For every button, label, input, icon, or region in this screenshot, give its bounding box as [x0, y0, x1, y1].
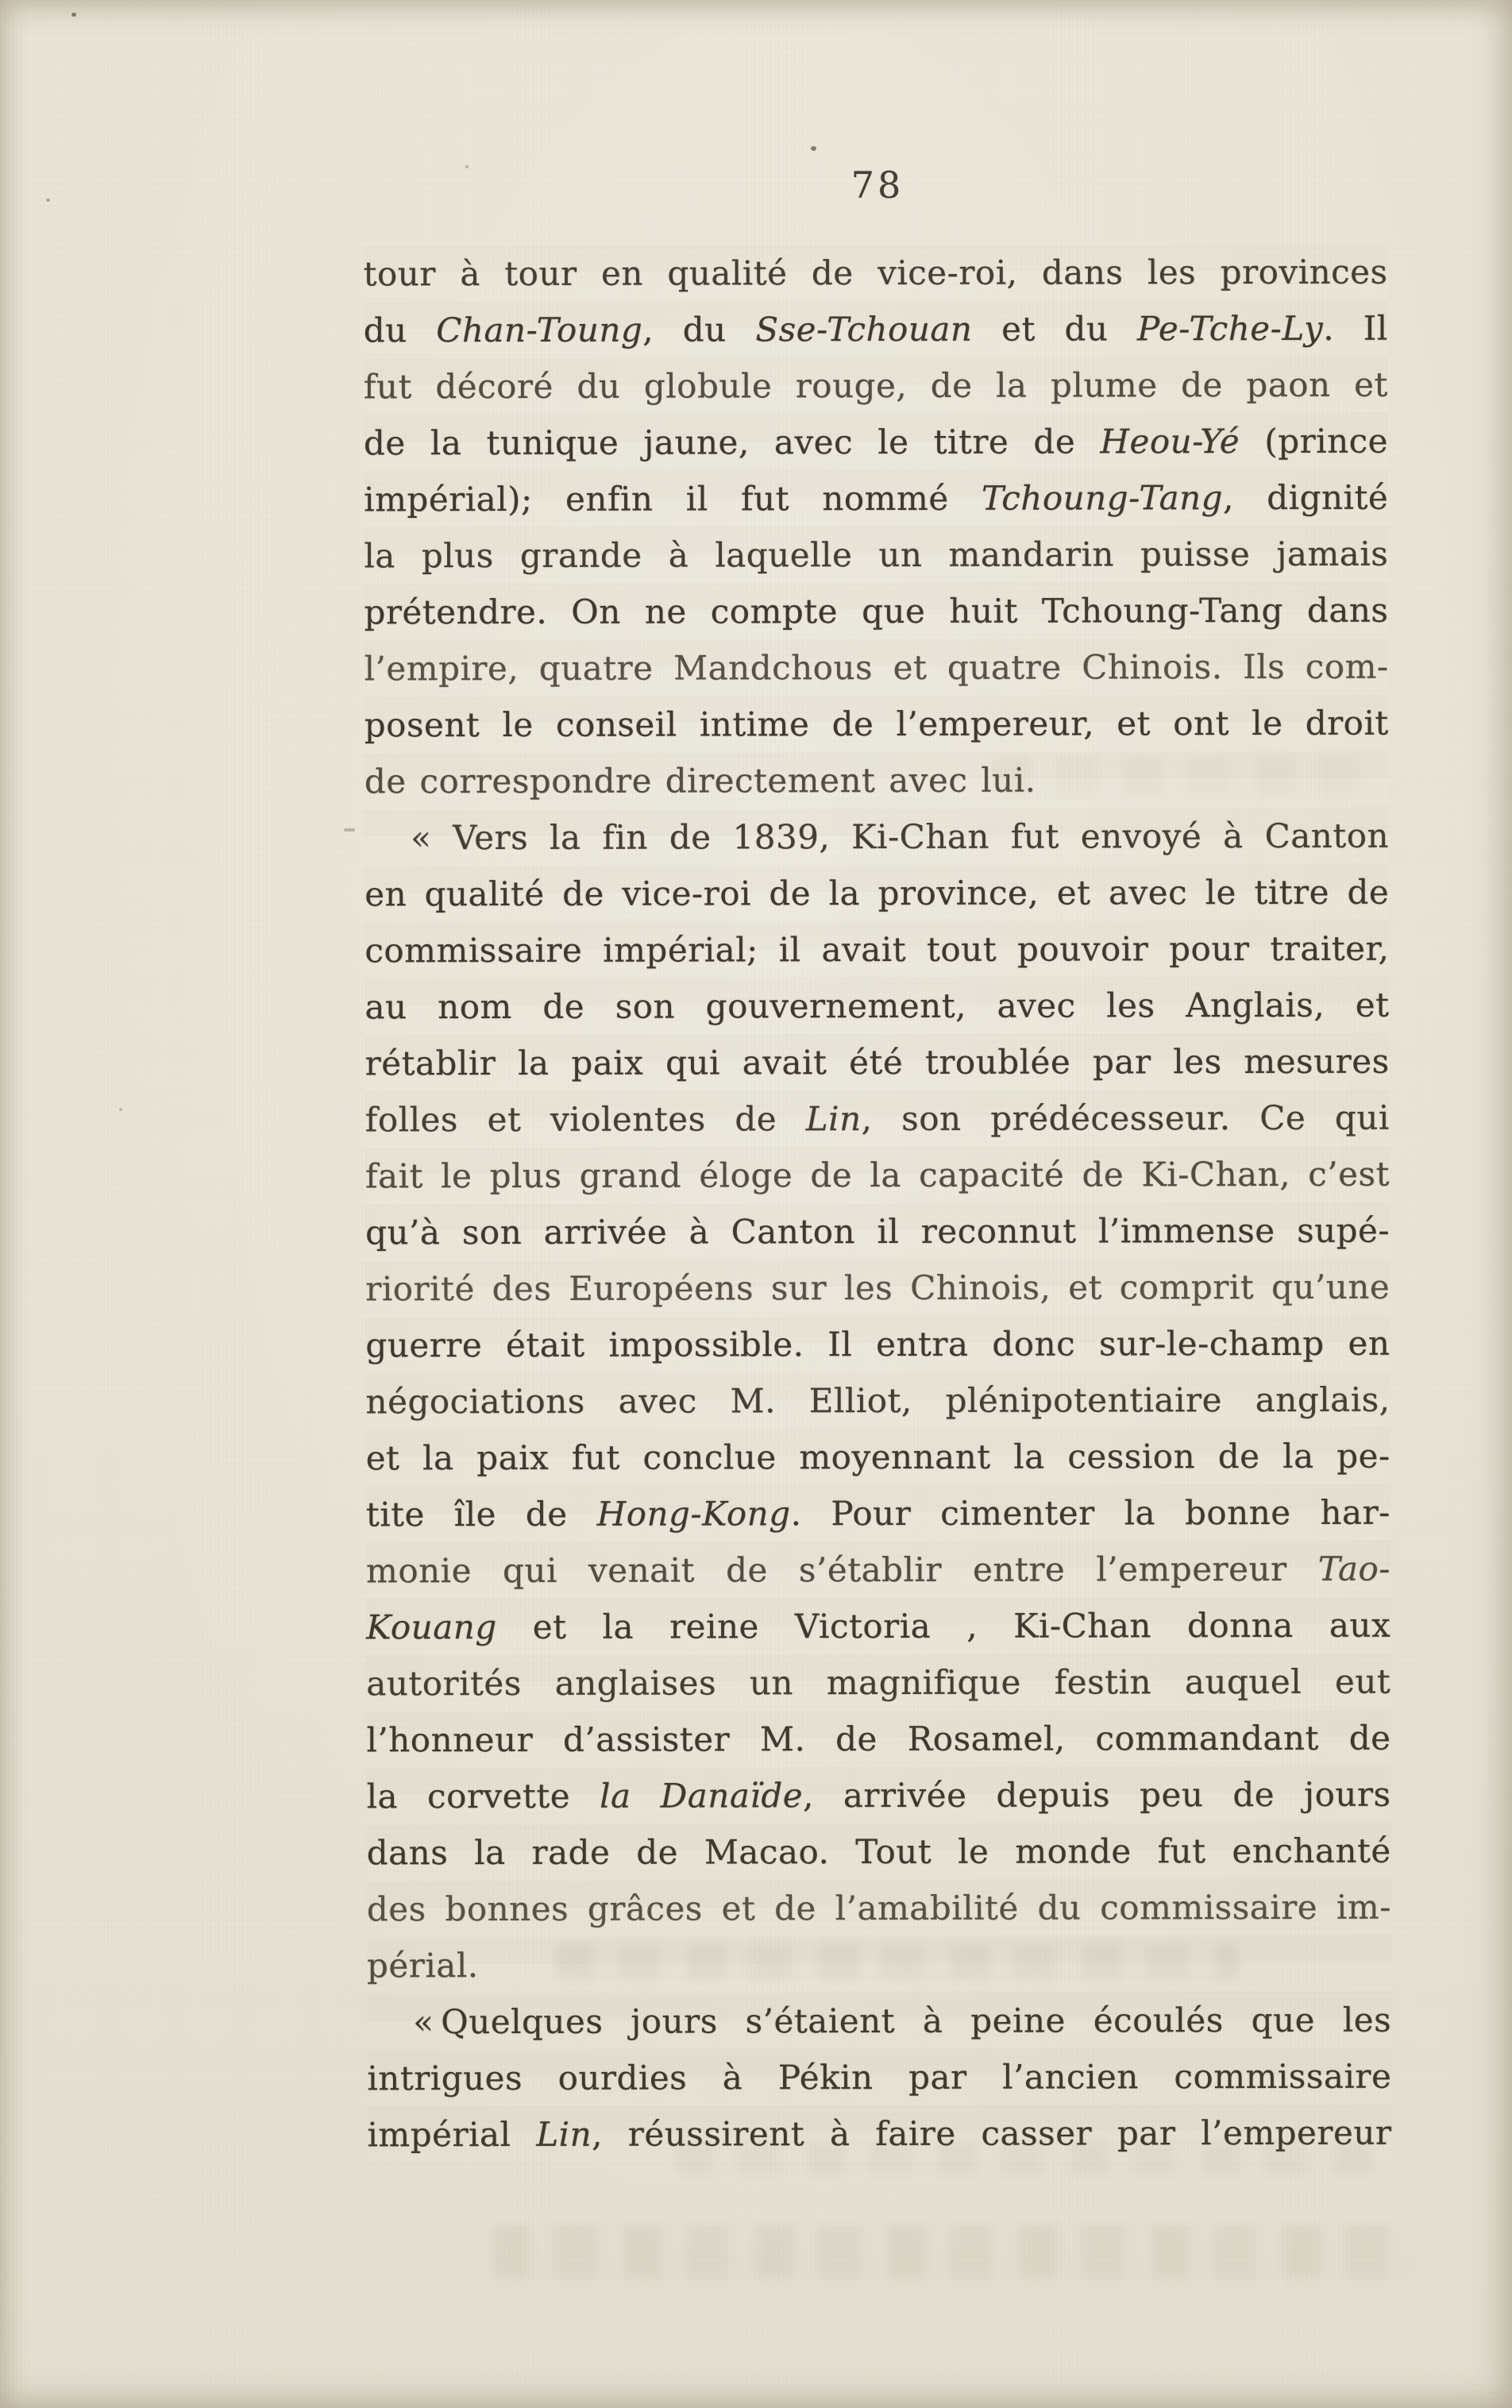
italic-proper-noun: Lin [536, 2114, 592, 2154]
text-segment: périal. [366, 1946, 479, 1985]
text-line [367, 2105, 1391, 2163]
text-segment: (prince [1240, 421, 1389, 461]
text-segment: la plus grande à laquelle un mandarin puisse jamais [364, 534, 1389, 576]
ink-speck [46, 199, 50, 202]
text-line [365, 1202, 1390, 1261]
text-segment: en qualité de vice-roi de la province, et avec le titre de [364, 872, 1390, 914]
text-segment: rétablir la paix qui avait été troublée par les mesures [364, 1041, 1390, 1083]
text-line [364, 808, 1389, 866]
text-line [364, 582, 1388, 641]
text-line [367, 2048, 1391, 2107]
italic-proper-noun: Pe-Tche-Ly [1136, 308, 1324, 349]
text-segment: folles et violentes de [364, 1099, 806, 1140]
ink-speck [119, 1108, 122, 1111]
text-column [363, 244, 1391, 2163]
text-line [364, 469, 1388, 528]
text-line [366, 1484, 1390, 1543]
text-segment: la corvette [366, 1776, 600, 1816]
text-segment: guerre était impossible. Il entra donc sur-le-champ en [365, 1323, 1390, 1365]
text-segment: tour à tour en qualité de vice-roi, dans les provinces [363, 252, 1388, 294]
text-segment: impérial); enfin il fut nommé [364, 478, 982, 519]
text-line [364, 413, 1388, 472]
ink-speck [465, 165, 469, 168]
text-line [364, 357, 1388, 415]
text-segment: « Quelques jours s’étaient à peine écoulés que les [413, 2000, 1392, 2042]
text-line [366, 1428, 1390, 1487]
ink-bleed-smudge [492, 2225, 1414, 2279]
text-line [364, 300, 1388, 359]
text-segment: monie qui venait de s’établir entre l’empereur [365, 1549, 1318, 1591]
italic-proper-noun: Lin [805, 1099, 862, 1139]
text-segment: tite île de [365, 1494, 597, 1534]
text-segment: , arrivée depuis peu de jours [802, 1774, 1391, 1816]
text-segment: fut décoré du globule rouge, de la plume de paon et [363, 365, 1388, 407]
text-line [363, 244, 1387, 303]
page-number: 78 [850, 164, 904, 206]
text-line [367, 1992, 1391, 2051]
text-segment: dans la rade de Macao. Tout le monde fut enchanté [366, 1831, 1391, 1873]
text-line [366, 1710, 1390, 1769]
text-line [366, 1541, 1390, 1600]
text-segment: riorité des Européens sur les Chinois, et comprit qu’une [365, 1267, 1390, 1309]
italic-proper-noun: Hong-Kong [596, 1494, 791, 1534]
text-segment: et la paix fut conclue moyennant la cession de la pe- [365, 1436, 1390, 1478]
text-segment: , réussirent à faire casser par l’empereur [592, 2113, 1392, 2154]
italic-proper-noun: Sse-Tchouan [755, 309, 973, 349]
text-segment: , son prédécesseur. Ce qui [861, 1098, 1390, 1139]
text-segment: et du [972, 309, 1138, 349]
text-segment: de correspondre directement avec lui. [364, 760, 1036, 801]
italic-proper-noun: Tchoung-Tang [981, 478, 1224, 518]
text-line [364, 526, 1388, 585]
text-segment: de la tunique jaune, avec le titre de [363, 422, 1101, 463]
text-line [365, 1315, 1390, 1374]
text-line [364, 695, 1389, 754]
italic-proper-noun: la Danaïde [600, 1776, 804, 1816]
text-line [366, 1597, 1390, 1656]
text-segment: posent le conseil intime de l’empereur, et ont le droit [364, 703, 1389, 745]
text-segment: , dignité [1222, 477, 1389, 518]
text-segment: l’honneur d’assister M. de Rosamel, commandant de [366, 1718, 1391, 1760]
text-segment: au nom de son gouvernement, avec les Anglais, et [364, 985, 1390, 1027]
text-segment: . Il [1323, 308, 1388, 348]
text-line [366, 1766, 1390, 1825]
text-segment: « Vers la fin de 1839, Ki-Chan fut envoyé à Canton [410, 816, 1390, 858]
text-line [367, 1879, 1391, 1938]
text-line [364, 977, 1389, 1036]
text-line [364, 639, 1389, 697]
ink-speck [71, 13, 76, 17]
italic-proper-noun: Heou-Yé [1100, 422, 1240, 461]
italic-proper-noun: Chan-Toung [436, 310, 643, 350]
text-segment: impérial [367, 2114, 537, 2155]
text-segment: des bonnes grâces et de l’amabilité du commissaire im- [366, 1887, 1391, 1929]
ink-speck [811, 146, 816, 151]
text-segment: autorités anglaises un magnifique festin auquel eut [366, 1661, 1391, 1704]
ink-speck [344, 828, 355, 832]
italic-proper-noun: Kouang [366, 1607, 497, 1647]
text-line [364, 751, 1389, 810]
text-segment: qu’à son arrivée à Canton il reconnut l’immense supé- [365, 1210, 1390, 1252]
text-line [365, 1372, 1390, 1430]
text-line [365, 1033, 1390, 1092]
text-segment: négociations avec M. Elliot, plénipotentiaire anglais, [365, 1380, 1390, 1422]
text-line [365, 1259, 1390, 1318]
text-segment: et la reine Victoria , Ki-Chan donna aux [496, 1605, 1391, 1647]
text-segment: l’empire, quatre Mandchous et quatre Chinois. Ils com- [364, 646, 1389, 689]
text-segment: prétendre. On ne compte que huit Tchoung-Tang dans [364, 590, 1389, 632]
text-line [364, 864, 1389, 923]
text-line [364, 920, 1389, 979]
text-line [365, 1090, 1390, 1148]
italic-proper-noun: Tao- [1317, 1549, 1391, 1588]
text-segment: . Pour cimenter la bonne har- [790, 1492, 1390, 1534]
text-segment: du [363, 311, 437, 350]
text-segment: commissaire impérial; il avait tout pouvoir pour traiter, [364, 928, 1390, 971]
text-segment: intrigues ourdies à Pékin par l’ancien commissaire [367, 2056, 1392, 2098]
text-line [365, 1146, 1390, 1205]
text-line [367, 1823, 1391, 1881]
text-segment: fait le plus grand éloge de la capacité de Ki-Chan, c’est [364, 1154, 1390, 1196]
text-segment: , du [642, 310, 756, 349]
text-line [366, 1654, 1390, 1712]
text-line [367, 1935, 1391, 1994]
